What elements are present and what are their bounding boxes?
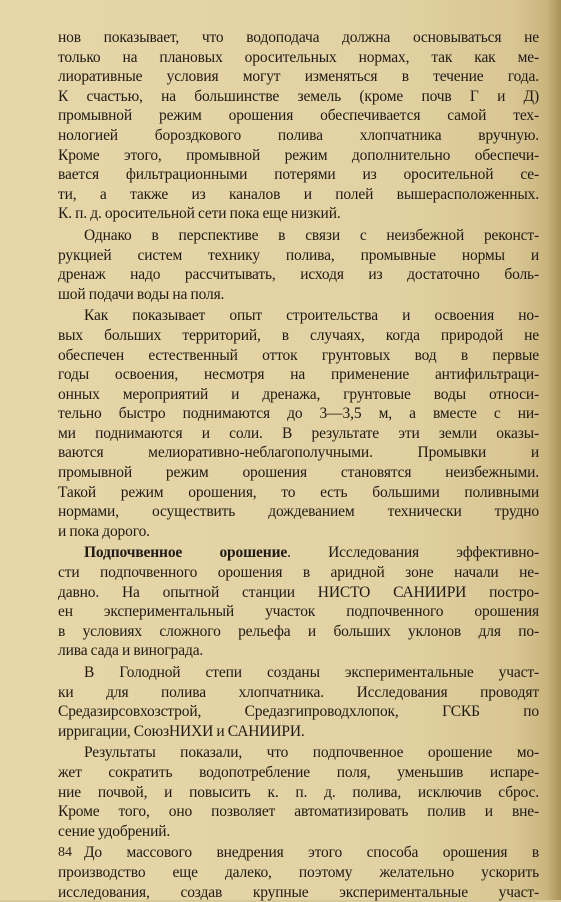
paragraph-2 bbox=[58, 226, 539, 304]
paragraph-7 bbox=[58, 843, 539, 902]
body-text bbox=[58, 28, 539, 902]
text-line: лива сада и винограда. bbox=[58, 642, 204, 660]
text-line: промывной режим орошения обеспечивается самой тех- bbox=[58, 107, 539, 125]
text-line: исследования, создав крупные экспериментальные участ- bbox=[58, 883, 539, 901]
text-line: ирригации, СоюзНИХИ и САНИИРИ. bbox=[58, 722, 305, 740]
text-line: ние почвой, и повысить к. п. д. полива, исключив сброс. bbox=[58, 783, 539, 801]
text-line: Кроме этого, промывной режим дополнительно обеспечи- bbox=[58, 146, 539, 164]
text-line: Однако в перспективе в связи с неизбежной реконст- bbox=[84, 226, 539, 244]
text-line: обеспечен естественный отток грунтовых вод в первые bbox=[58, 346, 539, 364]
text-line bbox=[58, 543, 539, 563]
text-line: промывной режим орошения становятся неизбежными. bbox=[58, 464, 539, 482]
text-line: нов показывает, что водоподача должна основываться не bbox=[58, 29, 539, 46]
text-line: онных мероприятий и дренажа, грунтовые воды относи- bbox=[58, 385, 539, 403]
text-line: вается фильтрационными потерями из оросительной се- bbox=[58, 166, 539, 184]
text-line: шой подачи воды на поля. bbox=[58, 285, 225, 303]
text-line: и пока дорого. bbox=[58, 522, 150, 540]
text-line: лиоративные условия могут изменяться в течение года. bbox=[58, 68, 539, 86]
text-line: Средазирсовхозстрой, Средазгипроводхлопок, ГСКБ по bbox=[58, 703, 539, 721]
text-line: только на плановых оросительных нормах, так как ме- bbox=[58, 48, 539, 66]
text-line: К счастью, на большинстве земель (кроме почв Г и Д) bbox=[58, 87, 539, 105]
text-line: ен экспериментальный участок подпочвенного орошения bbox=[58, 603, 539, 621]
text-line: ми поднимаются и соли. В результате эти земли оказы- bbox=[58, 424, 539, 442]
text-line: сти подпочвенного орошения в аридной зоне начали не- bbox=[58, 564, 539, 582]
text-line: В Голодной степи созданы экспериментальные участ- bbox=[84, 664, 539, 681]
paragraph-4 bbox=[58, 543, 539, 661]
text-run: . Исследования эффективно- bbox=[287, 544, 539, 562]
text-line: ваются мелиоративно-неблагополучными. Промывки и bbox=[58, 444, 539, 462]
text-line: вых больших территорий, в случаях, когда природой не bbox=[58, 326, 539, 344]
text-line: ти, а также из каналов и полей вышерасположенных. bbox=[58, 185, 539, 203]
page-number: 84 bbox=[58, 845, 72, 860]
text-line: в условиях сложного рельефа и больших уклонов для по- bbox=[58, 622, 539, 640]
text-line: сение удобрений. bbox=[58, 822, 171, 840]
paragraph-1 bbox=[58, 28, 539, 224]
paragraph-5 bbox=[58, 663, 539, 741]
section-heading: Подпочвенное орошение bbox=[84, 544, 288, 562]
text-line: нологией бороздкового полива хлопчатника вручную. bbox=[58, 126, 539, 144]
paragraph-6 bbox=[58, 743, 539, 841]
text-line: производство еще далеко, поэтому желательно ускорить bbox=[58, 863, 539, 881]
text-line: Как показывает опыт строительства и освоения но- bbox=[84, 307, 539, 325]
text-line: Кроме того, оно позволяет автоматизировать полив и вне- bbox=[58, 803, 539, 821]
text-line: годы освоения, несмотря на применение антифильтраци- bbox=[58, 366, 539, 384]
text-line: Такой режим орошения, то есть большими поливными bbox=[58, 483, 539, 501]
text-line: тельно быстро поднимаются до 3—3,5 м, а вместе с ни- bbox=[58, 405, 539, 423]
text-line: рукцией систем технику полива, промывные нормы и bbox=[58, 246, 539, 264]
text-line: давно. На опытной станции НИСТО САНИИРИ постро- bbox=[58, 583, 539, 601]
text-line: жет сократить водопотребление поля, уменьшив испаре- bbox=[58, 763, 539, 781]
paragraph-3 bbox=[58, 306, 539, 541]
text-line: Результаты показали, что подпочвенное орошение мо- bbox=[84, 744, 539, 762]
text-line: нормами, осуществить дождеванием технически трудно bbox=[58, 503, 539, 521]
text-line: До массового внедрения этого способа орошения в bbox=[84, 844, 539, 862]
text-line: К. п. д. оросительной сети пока еще низкий. bbox=[58, 205, 341, 223]
text-line: дренаж надо рассчитывать, исходя из достаточно боль- bbox=[58, 266, 539, 284]
text-line: ки для полива хлопчатника. Исследования проводят bbox=[58, 683, 539, 701]
